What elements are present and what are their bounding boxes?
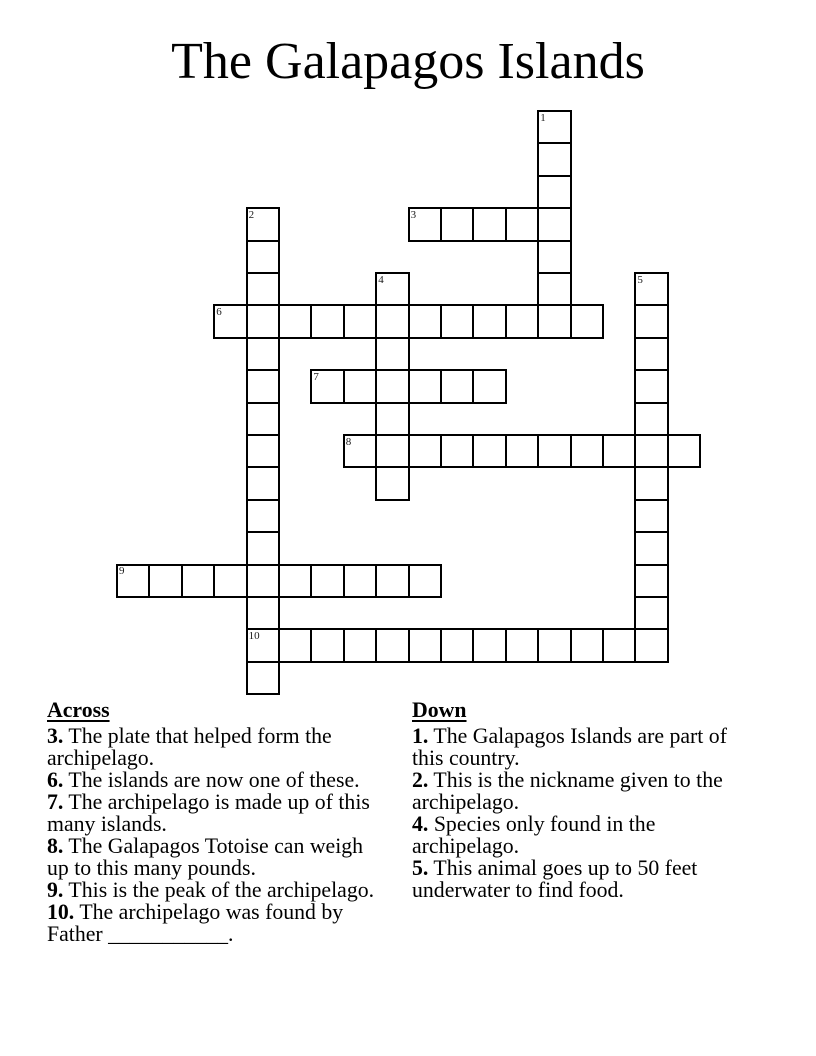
clue-text: The plate that helped form the archipelago.	[47, 724, 332, 770]
crossword-cell-9-10[interactable]	[408, 434, 442, 468]
crossword-cell-5-6[interactable]	[278, 304, 312, 338]
crossword-cell-13-1[interactable]	[537, 142, 571, 176]
crossword-cell-11-10[interactable]	[472, 434, 506, 468]
clue-text: This animal goes up to 50 feet underwater to find food.	[412, 856, 698, 902]
clue-number: 5.	[412, 856, 429, 880]
clue-across-10	[47, 901, 387, 945]
crossword-cell-16-9[interactable]	[634, 402, 668, 436]
crossword-cell-13-2[interactable]	[537, 175, 571, 209]
crossword-cell-16-6[interactable]	[634, 304, 668, 338]
crossword-cell-16-12[interactable]	[634, 499, 668, 533]
clue-number: 1.	[412, 724, 429, 748]
crossword-cell-1-14[interactable]	[148, 564, 182, 598]
crossword-cell-10-10[interactable]	[440, 434, 474, 468]
crossword-cell-10-16[interactable]	[440, 628, 474, 662]
page-title: The Galapagos Islands	[171, 33, 645, 90]
crossword-cell-14-10[interactable]	[570, 434, 604, 468]
grid-number-5: 5	[637, 273, 643, 286]
crossword-cell-13-6[interactable]	[537, 304, 571, 338]
clue-number: 2.	[412, 768, 429, 792]
clue-across-6	[47, 769, 387, 791]
crossword-cell-4-14[interactable]	[246, 564, 280, 598]
grid-number-9: 9	[119, 565, 125, 578]
crossword-cell-9-14[interactable]	[408, 564, 442, 598]
crossword-cell-6-6[interactable]	[310, 304, 344, 338]
crossword-cell-13-4[interactable]	[537, 240, 571, 274]
crossword-cell-4-4[interactable]	[246, 240, 280, 274]
crossword-cell-16-8[interactable]	[634, 369, 668, 403]
clue-text: Species only found in the archipelago.	[412, 812, 656, 858]
crossword-cell-12-10[interactable]	[505, 434, 539, 468]
crossword-cell-16-11[interactable]	[634, 466, 668, 500]
clue-number: 8.	[47, 834, 64, 858]
crossword-cell-6-14[interactable]	[310, 564, 344, 598]
crossword-cell-7-6[interactable]	[343, 304, 377, 338]
clue-number: 7.	[47, 790, 64, 814]
crossword-cell-3-14[interactable]	[213, 564, 247, 598]
crossword-cell-4-13[interactable]	[246, 531, 280, 565]
crossword-cell-9-8[interactable]	[408, 369, 442, 403]
crossword-cell-8-9[interactable]	[375, 402, 409, 436]
crossword-cell-17-10[interactable]	[667, 434, 701, 468]
down-clues-section	[412, 699, 752, 901]
crossword-cell-4-11[interactable]	[246, 466, 280, 500]
crossword-cell-8-14[interactable]	[375, 564, 409, 598]
crossword-cell-13-16[interactable]	[537, 628, 571, 662]
crossword-cell-14-16[interactable]	[570, 628, 604, 662]
crossword-cell-16-10[interactable]	[634, 434, 668, 468]
clue-down-2	[412, 769, 752, 813]
down-clue-list	[412, 725, 752, 901]
crossword-cell-4-8[interactable]	[246, 369, 280, 403]
crossword-cell-4-12[interactable]	[246, 499, 280, 533]
across-clue-list	[47, 725, 387, 945]
crossword-cell-11-6[interactable]	[472, 304, 506, 338]
crossword-cell-4-5[interactable]	[246, 272, 280, 306]
crossword-cell-4-7[interactable]	[246, 337, 280, 371]
crossword-cell-6-16[interactable]	[310, 628, 344, 662]
crossword-cell-16-7[interactable]	[634, 337, 668, 371]
crossword-cell-15-10[interactable]	[602, 434, 636, 468]
crossword-cell-5-16[interactable]	[278, 628, 312, 662]
clue-number: 6.	[47, 768, 64, 792]
clue-across-3	[47, 725, 387, 769]
crossword-cell-8-11[interactable]	[375, 466, 409, 500]
crossword-cell-7-8[interactable]	[343, 369, 377, 403]
crossword-cell-13-5[interactable]	[537, 272, 571, 306]
clue-text: This is the nickname given to the archipelago.	[412, 768, 723, 814]
crossword-cell-9-6[interactable]	[408, 304, 442, 338]
crossword-cell-5-14[interactable]	[278, 564, 312, 598]
crossword-cell-10-6[interactable]	[440, 304, 474, 338]
clue-down-4	[412, 813, 752, 857]
crossword-cell-11-8[interactable]	[472, 369, 506, 403]
clue-across-9	[47, 879, 387, 901]
clue-number: 3.	[47, 724, 64, 748]
clue-number: 9.	[47, 878, 64, 902]
crossword-cell-16-14[interactable]	[634, 564, 668, 598]
crossword-cell-2-14[interactable]	[181, 564, 215, 598]
crossword-cell-8-10[interactable]	[375, 434, 409, 468]
crossword-cell-11-3[interactable]	[472, 207, 506, 241]
crossword-cell-4-9[interactable]	[246, 402, 280, 436]
clue-number: 10.	[47, 900, 75, 924]
crossword-cell-15-16[interactable]	[602, 628, 636, 662]
grid-number-2: 2	[248, 208, 255, 221]
crossword-cell-8-16[interactable]	[375, 628, 409, 662]
crossword-cell-4-6[interactable]	[246, 304, 280, 338]
clue-down-1	[412, 725, 752, 769]
crossword-cell-10-3[interactable]	[440, 207, 474, 241]
clue-down-5	[412, 857, 752, 901]
clue-text: The islands are now one of these.	[68, 768, 360, 792]
crossword-cell-8-6[interactable]	[375, 304, 409, 338]
down-heading: Down	[412, 698, 467, 722]
grid-number-8: 8	[345, 435, 352, 448]
clue-text: The archipelago was found by Father ___________.	[47, 900, 344, 946]
clue-across-8	[47, 835, 387, 879]
clue-text: The archipelago is made up of this many islands.	[47, 790, 370, 836]
grid-number-4: 4	[378, 273, 384, 286]
crossword-cell-12-6[interactable]	[505, 304, 539, 338]
clue-text: This is the peak of the archipelago.	[68, 878, 375, 902]
grid-number-1: 1	[540, 111, 546, 124]
clue-text: The Galapagos Totoise can weigh up to this many pounds.	[47, 834, 364, 880]
grid-number-10: 10	[248, 629, 260, 642]
grid-number-6: 6	[216, 305, 222, 318]
across-clues-section	[47, 699, 387, 945]
clue-across-7	[47, 791, 387, 835]
crossword-cell-4-10[interactable]	[246, 434, 280, 468]
crossword-cell-7-14[interactable]	[343, 564, 377, 598]
crossword-cell-10-8[interactable]	[440, 369, 474, 403]
crossword-cell-16-15[interactable]	[634, 596, 668, 630]
grid-number-3: 3	[410, 208, 417, 221]
crossword-cell-14-6[interactable]	[570, 304, 604, 338]
crossword-cell-13-10[interactable]	[537, 434, 571, 468]
crossword-cell-4-15[interactable]	[246, 596, 280, 630]
crossword-cell-8-8[interactable]	[375, 369, 409, 403]
crossword-cell-11-16[interactable]	[472, 628, 506, 662]
crossword-cell-16-16[interactable]	[634, 628, 668, 662]
crossword-cell-12-3[interactable]	[505, 207, 539, 241]
crossword-cell-4-17[interactable]	[246, 661, 280, 695]
crossword-cell-13-3[interactable]	[537, 207, 571, 241]
crossword-cell-8-7[interactable]	[375, 337, 409, 371]
crossword-cell-16-13[interactable]	[634, 531, 668, 565]
clue-text: The Galapagos Islands are part of this country.	[412, 724, 727, 770]
grid-number-7: 7	[313, 370, 319, 383]
crossword-cell-9-16[interactable]	[408, 628, 442, 662]
crossword-cell-7-16[interactable]	[343, 628, 377, 662]
crossword-cell-12-16[interactable]	[505, 628, 539, 662]
clue-number: 4.	[412, 812, 429, 836]
across-heading: Across	[47, 698, 110, 722]
